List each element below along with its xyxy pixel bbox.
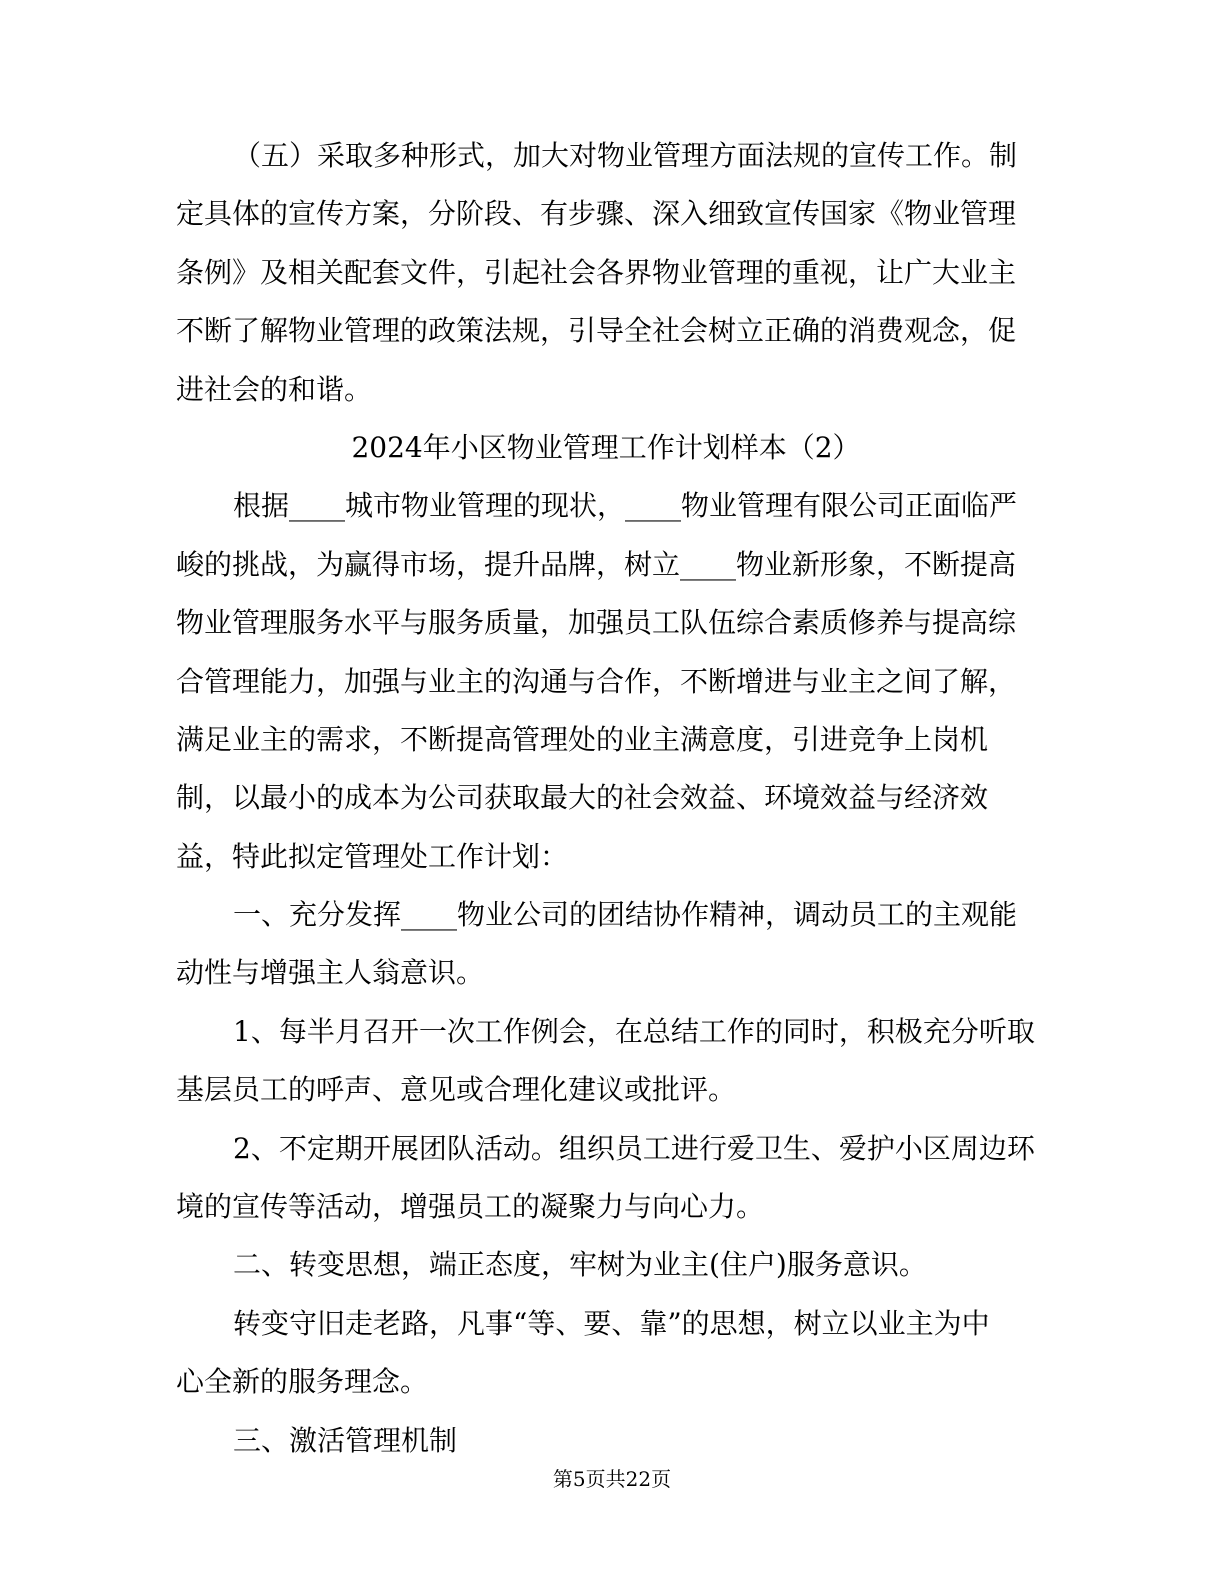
intro-line-1: 根据____城市物业管理的现状，____物业管理有限公司正面临严 xyxy=(233,489,1018,523)
item-2-line-1: 2、不定期开展团队活动。组织员工进行爱卫生、爱护小区周边环 xyxy=(233,1131,1035,1165)
intro-line-2: 峻的挑战，为赢得市场，提升品牌，树立____物业新形象，不断提高 xyxy=(176,547,1017,581)
intro-line-7: 益，特此拟定管理处工作计划： xyxy=(176,839,569,873)
heading-two-body-line-2: 心全新的服务理念。 xyxy=(176,1365,429,1399)
item-1-line-1: 1、每半月召开一次工作例会，在总结工作的同时，积极充分听取 xyxy=(233,1014,1035,1048)
heading-one-line-1: 一、充分发挥____物业公司的团结协作精神，调动员工的主观能 xyxy=(233,898,1018,932)
item-1-line-2: 基层员工的呼声、意见或合理化建议或批评。 xyxy=(176,1073,737,1107)
paragraph-5-line-1: （五）采取多种形式，加大对物业管理方面法规的宣传工作。制 xyxy=(233,139,1018,172)
paragraph-5-line-2: 定具体的宣传方案，分阶段、有步骤、深入细致宣传国家《物业管理 xyxy=(176,197,1017,231)
document-body xyxy=(176,127,1036,1470)
intro-line-4: 合管理能力，加强与业主的沟通与合作，不断增进与业主之间了解， xyxy=(176,664,1017,698)
paragraph-5-line-4: 不断了解物业管理的政策法规，引导全社会树立正确的消费观念，促 xyxy=(176,314,1017,348)
paragraph-5-line-5: 进社会的和谐。 xyxy=(176,372,373,406)
paragraph-5-line-3: 条例》及相关配套文件，引起社会各界物业管理的重视，让广大业主 xyxy=(176,255,1017,289)
intro-line-6: 制，以最小的成本为公司获取最大的社会效益、环境效益与经济效 xyxy=(176,781,989,815)
page-number-footer: 第5页共22页 xyxy=(552,1467,672,1491)
heading-two-body-line-1: 转变守旧走老路，凡事“等、要、靠”的思想，树立以业主为中 xyxy=(233,1306,990,1340)
intro-line-3: 物业管理服务水平与服务质量，加强员工队伍综合素质修养与提高综 xyxy=(176,606,1017,640)
heading-two: 二、转变思想，端正态度，牢树为业主(住户)服务意识。 xyxy=(233,1248,927,1282)
intro-line-5: 满足业主的需求，不断提高管理处的业主满意度，引进竞争上岗机 xyxy=(176,722,989,756)
heading-three: 三、激活管理机制 xyxy=(233,1423,458,1457)
item-2-line-2: 境的宣传等活动，增强员工的凝聚力与向心力。 xyxy=(176,1190,765,1224)
section-title: 2024年小区物业管理工作计划样本（2） xyxy=(351,430,861,464)
heading-one-line-2: 动性与增强主人翁意识。 xyxy=(176,956,485,990)
